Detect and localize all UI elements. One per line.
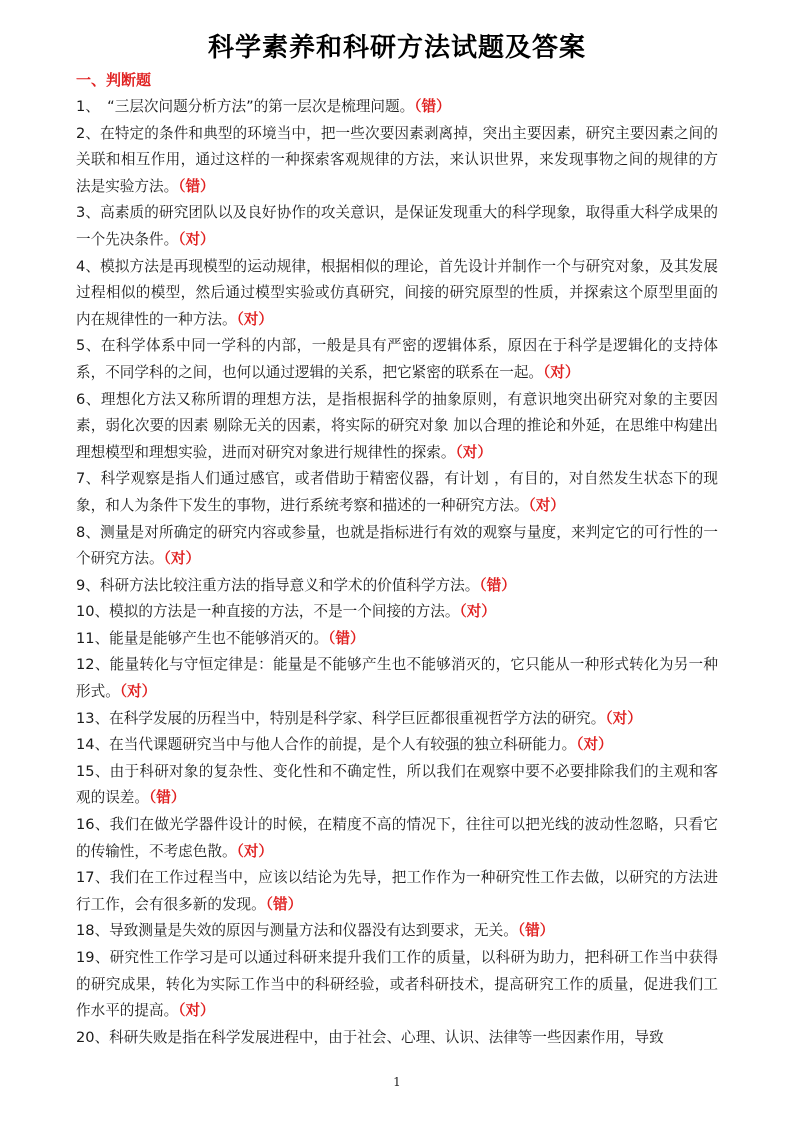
- question-item: [76, 387, 718, 467]
- answer-mark: （对）: [543, 363, 580, 381]
- question-item: [76, 759, 718, 812]
- question-text: 5、在科学体系中同一学科的内部，一般是具有严密的逻辑体系，原因在于科学是逻辑化的支持体系，不同学科的之间，也何以通过逻辑的关系，把它紧密的联系在一起。: [76, 337, 718, 381]
- question-text: 16、我们在做光学器件设计的时候，在精度不高的情况下，往往可以把光线的波动性忽略，只看它的传输性，不考虑色散。: [76, 816, 718, 860]
- answer-mark: （对）: [236, 310, 274, 328]
- question-text: 17、我们在工作过程当中，应该以结论为先导，把工作作为一种研究性工作去做，以研究的方法进行工作，会有很多新的发现。: [76, 869, 718, 913]
- question-item: [76, 918, 718, 945]
- question-text: 1、 “三层次问题分析方法”的第一层次是梳理问题。: [76, 98, 415, 115]
- question-text: 18、导致测量是失效的原因与测量方法和仪器没有达到要求，无关。: [76, 922, 518, 940]
- answer-mark: （对）: [178, 1002, 215, 1020]
- question-item: [76, 254, 718, 334]
- question-text: 6、理想化方法又称所谓的理想方法，是指根据科学的抽象原则，有意识地突出研究对象的主要因素，弱化次要的因素 剔除无关的因素，将实际的研究对象 加以合理的推论和外延，在思维中构建出理想模型和理想实验，进而对研究对象进行规律性的探索。: [76, 390, 718, 461]
- question-text: 19、研究性工作学习是可以通过科研来提升我们工作的质量，以科研为助力，把科研工作当中获得的研究成果，转化为实际工作当中的科研经验，或者科研技术，提高研究工作的质量，促进我们工作水平的提高。: [76, 949, 718, 1020]
- question-item: [76, 121, 718, 201]
- answer-mark: （对）: [178, 230, 215, 248]
- answer-mark: （对）: [528, 496, 565, 514]
- question-text: 11、能量是能够产生也不能够消灭的。: [76, 629, 329, 647]
- answer-mark: （错）: [148, 789, 186, 807]
- question-text: 4、模拟方法是再现模型的运动规律，根据相似的理论，首先设计并制作一个与研究对象，及其发展过程相似的模型，然后通过模型实验或仿真研究，间接的研究原型的性质，并探索这个原型里面的内在规律性的一种方法。: [76, 257, 718, 328]
- answer-mark: （对）: [236, 842, 274, 860]
- question-text: 15、由于科研对象的复杂性、变化性和不确定性，所以我们在观察中要不必要排除我们的主观和客观的误差。: [76, 762, 718, 807]
- question-item: [76, 865, 718, 918]
- question-item: [76, 200, 718, 253]
- question-item: [76, 599, 718, 626]
- question-text: 8、测量是对所确定的研究内容或参量，也就是指标进行有效的观察与量度，来判定它的可行性的一个研究方法。: [76, 523, 718, 568]
- question-text: 7、科学观察是指人们通过感官，或者借助于精密仪器，有计划 ，有目的，对自然发生状态下的现象，和人为条件下发生的事物，进行系统考察和描述的一种研究方法。: [76, 470, 718, 514]
- section-heading: 一、判断题: [76, 71, 152, 89]
- question-text: 9、科研方法比较注重方法的指导意义和学术的价值科学方法。: [76, 576, 480, 594]
- page-title: 科学素养和科研方法试题及答案: [207, 33, 586, 63]
- answer-mark: （错）: [178, 177, 215, 195]
- answer-mark: （对）: [455, 443, 492, 461]
- page-number: 1: [393, 1075, 401, 1089]
- question-text: 13、在科学发展的历程当中，特别是科学家、科学巨匠都很重视哲学方法的研究。: [76, 709, 606, 727]
- answer-mark: （对）: [119, 683, 157, 701]
- question-text: 12、能量转化与守恒定律是：能量是不能够产生也不能够消灭的，它只能从一种形式转化为另一种形式。: [76, 656, 718, 701]
- question-item: [76, 520, 718, 573]
- question-item: [76, 573, 718, 600]
- answer-mark: （错）: [479, 576, 516, 594]
- answer-mark: （错）: [265, 895, 303, 913]
- question-text: 14、在当代课题研究当中与他人合作的前提，是个人有较强的独立科研能力。: [76, 736, 577, 754]
- question-item: [76, 466, 718, 519]
- question-item: [76, 812, 718, 865]
- answer-mark: （对）: [459, 603, 496, 621]
- answer-mark: （错）: [517, 922, 555, 940]
- question-item: [76, 333, 718, 386]
- answer-mark: （错）: [414, 98, 451, 115]
- answer-mark: （对）: [605, 709, 642, 727]
- question-list: [76, 94, 718, 1051]
- question-item: [76, 626, 718, 653]
- answer-mark: （错）: [328, 629, 365, 647]
- question-text: 3、高素质的研究团队以及良好协作的攻关意识，是保证发现重大的科学现象，取得重大科学成果的一个先决条件。: [76, 204, 718, 248]
- question-item: [76, 94, 718, 121]
- answer-mark: （对）: [576, 736, 613, 754]
- question-item: [76, 652, 718, 705]
- question-item: [76, 945, 718, 1025]
- answer-mark: （对）: [163, 550, 201, 568]
- question-item: [76, 706, 718, 733]
- question-text: 2、在特定的条件和典型的环境当中，把一些次要因素剥离掉，突出主要因素，研究主要因素之间的关联和相互作用，通过这样的一种探索客观规律的方法，来认识世界，来发现事物之间的规律的方法是实验方法。: [76, 124, 718, 195]
- question-item: [76, 732, 718, 759]
- question-text: 20、科研失败是指在科学发展进程中，由于社会、心理、认识、法律等一些因素作用，导致: [76, 1028, 664, 1046]
- question-item: [76, 1025, 718, 1052]
- question-text: 10、模拟的方法是一种直接的方法，不是一个间接的方法。: [76, 603, 460, 621]
